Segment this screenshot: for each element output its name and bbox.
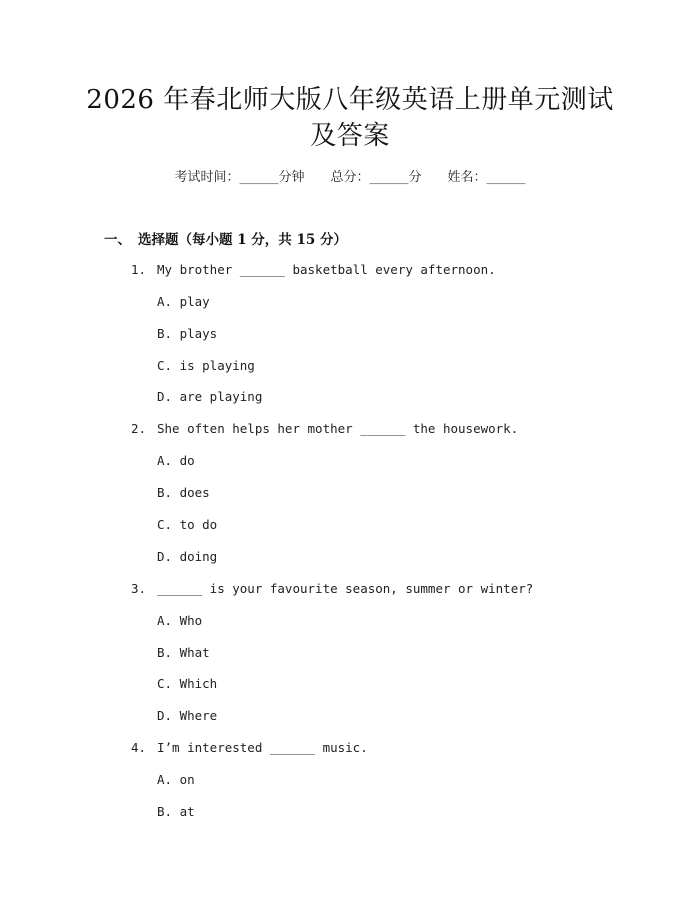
question-2-option-d: D. doing [157, 549, 218, 564]
total-score-field: 总分：______分 [330, 170, 422, 185]
question-number: 3. [131, 581, 147, 596]
question-1-option-a: A. play [157, 294, 210, 309]
question-text: ______ is your favourite season, summer or winter? [157, 581, 534, 596]
question-text: My brother ______ basketball every afternoon. [157, 262, 496, 277]
student-name-field: 姓名：______ [447, 170, 526, 185]
question-4 [131, 738, 368, 758]
question-4-option-a: A. on [157, 772, 195, 787]
section-title: 选择题（每小题 1 分，共 15 分） [138, 232, 347, 248]
question-3 [131, 579, 533, 599]
question-1-option-b: B. plays [157, 326, 218, 341]
section-number: 一、 [104, 232, 131, 248]
exam-time-field: 考试时间：______分钟 [174, 170, 305, 185]
document-title-line-1: 2026 年春北师大版八年级英语上册单元测试 [86, 85, 614, 115]
question-number: 4. [131, 740, 147, 755]
question-3-option-a: A. Who [157, 613, 203, 628]
question-1 [131, 260, 496, 280]
question-3-option-b: B. What [157, 645, 210, 660]
question-text: I’m interested ______ music. [157, 740, 368, 755]
section-heading [104, 230, 347, 250]
question-1-option-c: C. is playing [157, 358, 255, 373]
question-3-option-d: D. Where [157, 708, 218, 723]
question-2-option-a: A. do [157, 453, 195, 468]
question-2 [131, 419, 518, 439]
question-text: She often helps her mother ______ the housework. [157, 421, 519, 436]
question-4-option-b: B. at [157, 804, 195, 819]
question-3-option-c: C. Which [157, 676, 218, 691]
question-1-option-d: D. are playing [157, 389, 263, 404]
question-2-option-b: B. does [157, 485, 210, 500]
document-title-line-2: 及答案 [310, 121, 390, 151]
question-number: 1. [131, 262, 147, 277]
question-number: 2. [131, 421, 147, 436]
question-2-option-c: C. to do [157, 517, 218, 532]
exam-info-row [0, 168, 700, 188]
